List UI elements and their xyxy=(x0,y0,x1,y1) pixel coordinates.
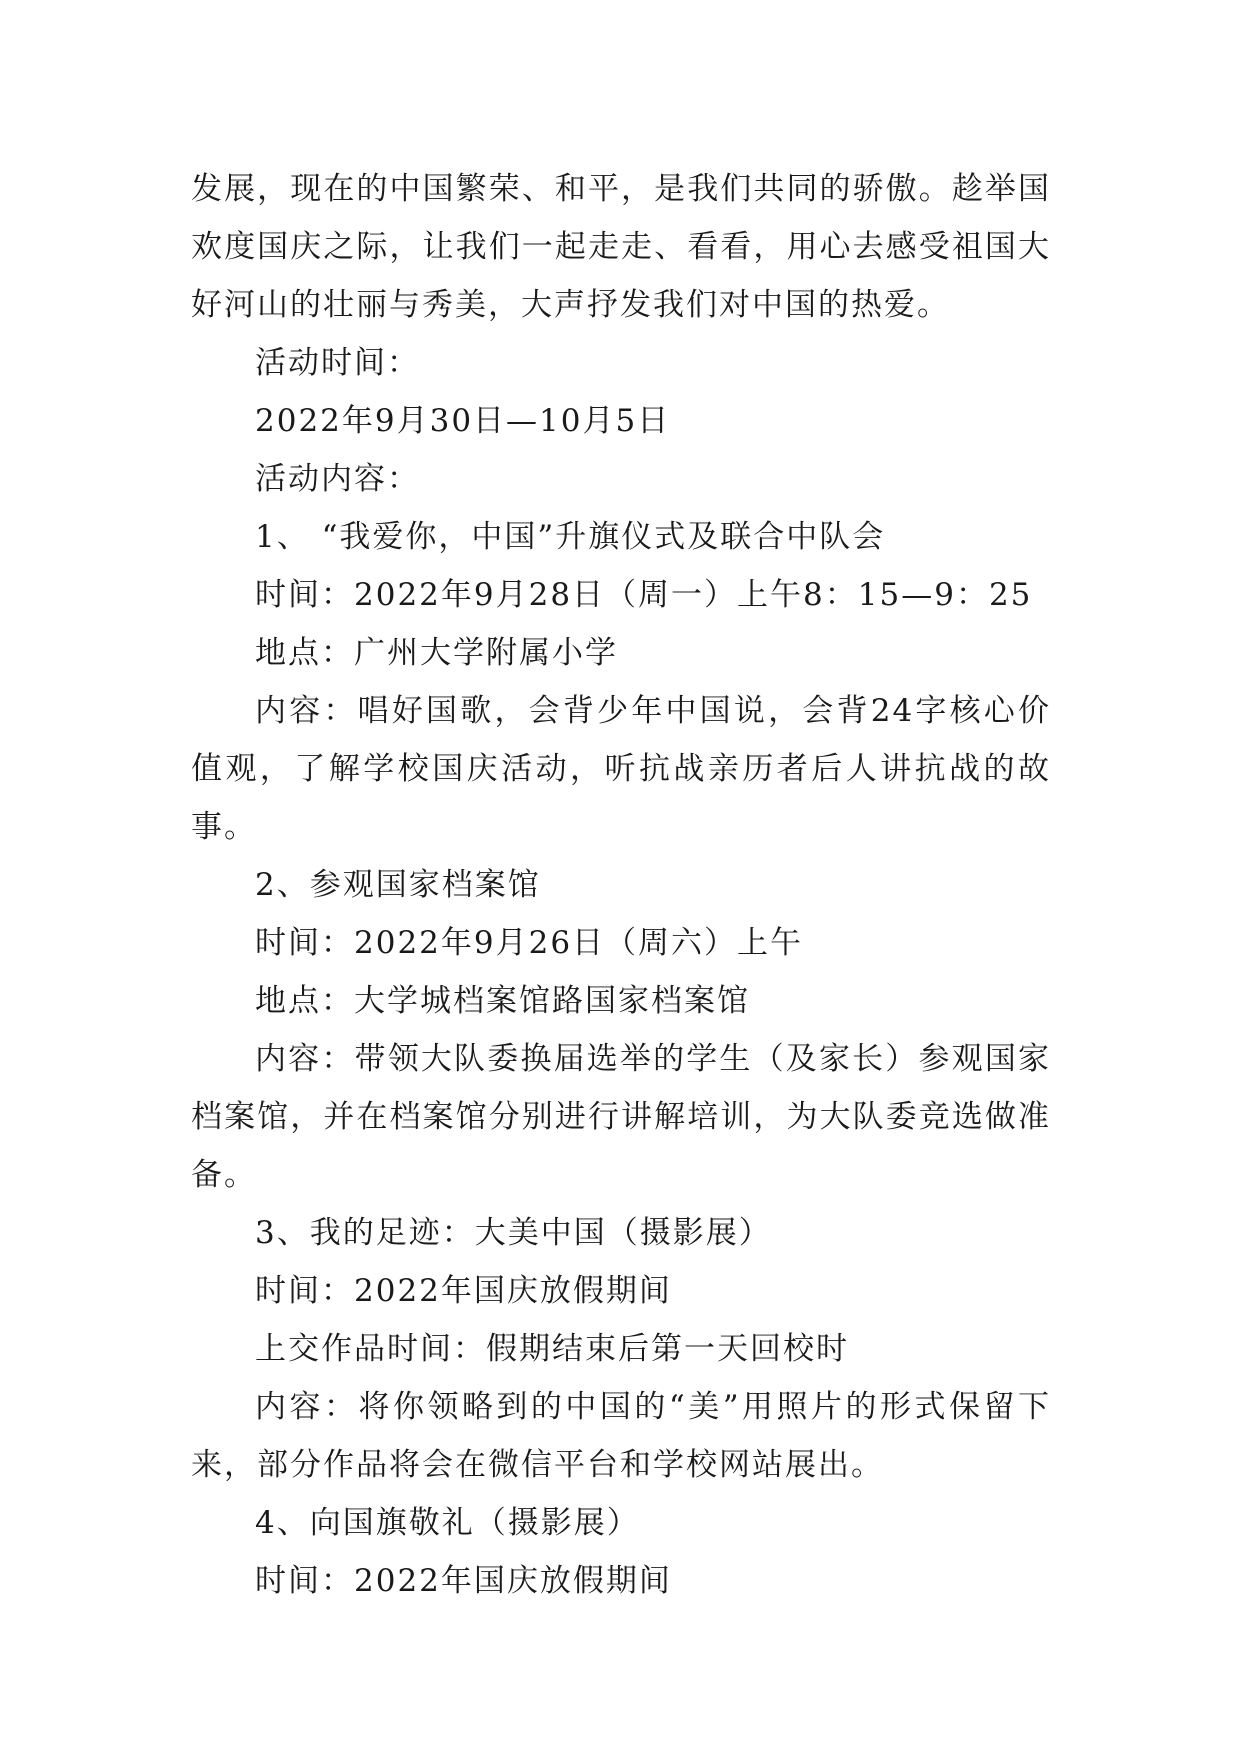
item-2-content: 内容：带领大队委换届选举的学生（及家长）参观国家档案馆，并在档案馆分别进行讲解培训，为大队委竞选做准备。 xyxy=(191,1041,1051,1193)
item-2-location: 地点：大学城档案馆路国家档案馆 xyxy=(255,983,750,1019)
item-1-time: 时间：2022年9月28日（周一）上午8：15—9：25 xyxy=(255,577,1033,613)
activity-content-heading: 活动内容： xyxy=(255,461,420,497)
item-1-location: 地点：广州大学附属小学 xyxy=(255,635,618,671)
item-3-title: 3、我的足迹：大美中国（摄影展） xyxy=(255,1215,772,1251)
item-2-title: 2、参观国家档案馆 xyxy=(255,867,541,903)
item-2-time: 时间：2022年9月26日（周六）上午 xyxy=(255,925,804,961)
item-4-title: 4、向国旗敬礼（摄影展） xyxy=(255,1505,640,1541)
activity-time-value: 2022年9月30日—10月5日 xyxy=(255,403,671,439)
item-3-submission-time: 上交作品时间：假期结束后第一天回校时 xyxy=(255,1331,849,1367)
item-1-title: 1、 “我爱你，中国”升旗仪式及联合中队会 xyxy=(255,519,886,555)
document-body xyxy=(191,160,1051,1610)
item-3-content: 内容：将你领略到的中国的“美”用照片的形式保留下来，部分作品将会在微信平台和学校网站展出。 xyxy=(191,1389,1051,1483)
activity-time-heading: 活动时间： xyxy=(255,345,420,381)
paragraph-intro-continued: 发展，现在的中国繁荣、和平，是我们共同的骄傲。趁举国欢度国庆之际，让我们一起走走、看看，用心去感受祖国大好河山的壮丽与秀美，大声抒发我们对中国的热爱。 xyxy=(191,171,1051,323)
item-4-time: 时间：2022年国庆放假期间 xyxy=(255,1563,672,1599)
item-1-content: 内容：唱好国歌，会背少年中国说，会背24字核心价值观，了解学校国庆活动，听抗战亲历者后人讲抗战的故事。 xyxy=(191,693,1051,845)
item-3-time: 时间：2022年国庆放假期间 xyxy=(255,1273,672,1309)
